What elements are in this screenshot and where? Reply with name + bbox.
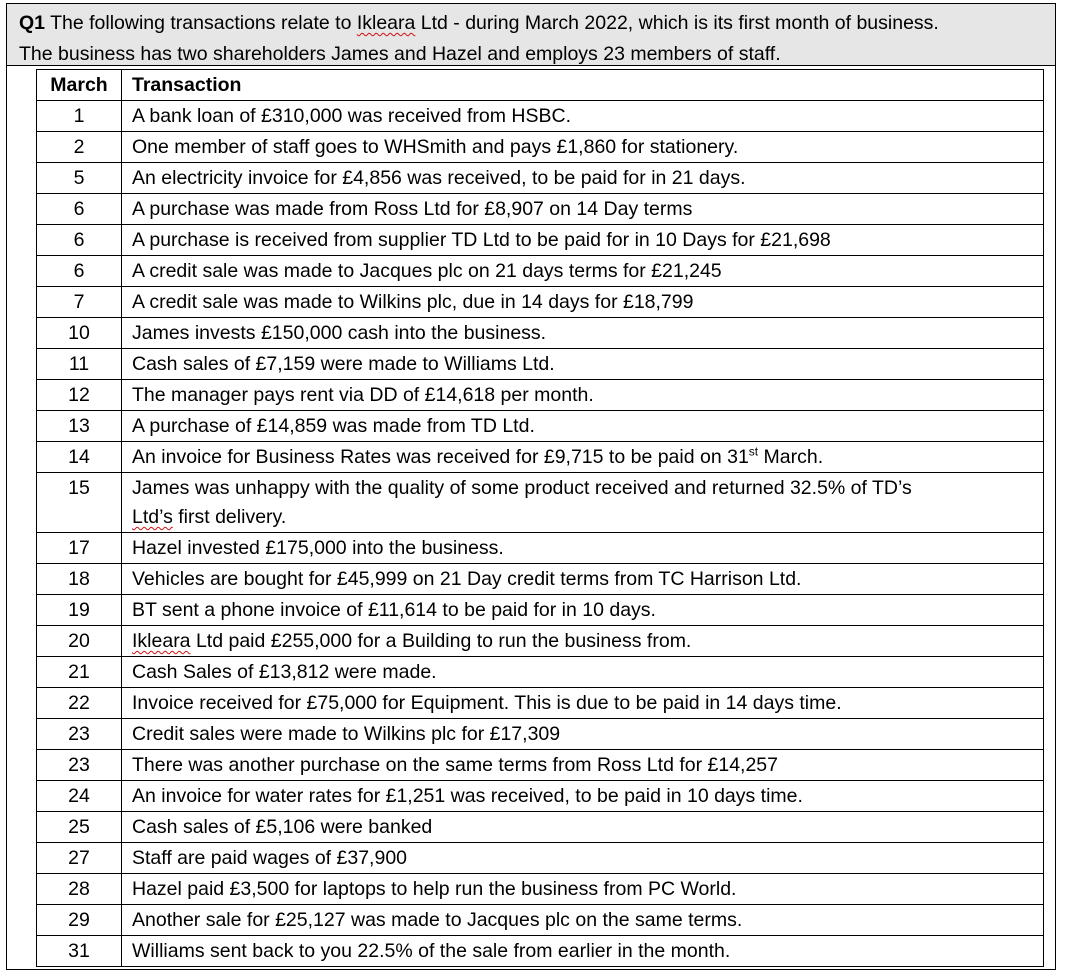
table-row — [37, 874, 1044, 905]
table-row — [37, 287, 1044, 318]
row-day: 21 — [37, 657, 122, 688]
table-row — [37, 380, 1044, 411]
row-day: 5 — [37, 163, 122, 194]
row-transaction: Hazel paid £3,500 for laptops to help run the business from PC World. — [122, 874, 1044, 905]
table-row — [37, 905, 1044, 936]
row-day: 6 — [37, 256, 122, 287]
question-header — [6, 3, 1056, 65]
row-day: 20 — [37, 626, 122, 657]
company-name-spellcheck: Ikleara — [132, 630, 191, 652]
transaction-text: first delivery. — [172, 506, 287, 528]
row-transaction: Hazel invested £175,000 into the business. — [122, 533, 1044, 564]
transaction-text-line-1: James was unhappy with the quality of some product received and returned 32.5% of TD’s — [132, 477, 912, 499]
table-row — [37, 194, 1044, 225]
question-text-part: The following transactions relate to — [45, 12, 357, 34]
row-transaction: Cash sales of £5,106 were banked — [122, 812, 1044, 843]
row-transaction: Williams sent back to you 22.5% of the sale from earlier in the month. — [122, 936, 1044, 967]
table-header-row — [37, 70, 1044, 101]
transaction-text: Ltd paid £255,000 for a Building to run the business from. — [190, 630, 692, 652]
company-name-spellcheck: Ikleara — [356, 12, 416, 34]
row-transaction: Vehicles are bought for £45,999 on 21 Day credit terms from TC Harrison Ltd. — [122, 564, 1044, 595]
row-day: 13 — [37, 411, 122, 442]
row-day: 23 — [37, 750, 122, 781]
table-row — [37, 533, 1044, 564]
row-transaction: A purchase of £14,859 was made from TD Ltd. — [122, 411, 1044, 442]
table-row — [37, 812, 1044, 843]
table-row — [37, 163, 1044, 194]
row-transaction: The manager pays rent via DD of £14,618 per month. — [122, 380, 1044, 411]
row-transaction: One member of staff goes to WHSmith and pays £1,860 for stationery. — [122, 132, 1044, 163]
row-day: 31 — [37, 936, 122, 967]
row-transaction: A purchase is received from supplier TD Ltd to be paid for in 10 Days for £21,698 — [122, 225, 1044, 256]
spellcheck-word: Ltd’s — [132, 506, 173, 528]
row-day: 29 — [37, 905, 122, 936]
row-day: 6 — [37, 225, 122, 256]
table-row — [37, 750, 1044, 781]
row-day: 7 — [37, 287, 122, 318]
row-day: 27 — [37, 843, 122, 874]
table-row — [37, 843, 1044, 874]
table-row — [37, 101, 1044, 132]
row-day: 28 — [37, 874, 122, 905]
table-row — [37, 595, 1044, 626]
transactions-table — [36, 69, 1044, 967]
row-transaction — [122, 442, 1044, 473]
question-text-part: Ltd - during March 2022, which is its first month of business. — [415, 12, 939, 34]
row-day: 24 — [37, 781, 122, 812]
transaction-text: An invoice for Business Rates was received for £9,715 to be paid on 31 — [132, 446, 749, 468]
row-day: 2 — [37, 132, 122, 163]
transaction-text-line-2 — [132, 503, 1033, 532]
table-row — [37, 719, 1044, 750]
row-day: 11 — [37, 349, 122, 380]
transaction-text: March. — [758, 446, 824, 468]
row-transaction: An invoice for water rates for £1,251 was received, to be paid in 10 days time. — [122, 781, 1044, 812]
table-row — [37, 936, 1044, 967]
header-transaction: Transaction — [122, 70, 1044, 101]
row-day: 6 — [37, 194, 122, 225]
row-day: 18 — [37, 564, 122, 595]
table-row — [37, 411, 1044, 442]
table-row — [37, 349, 1044, 380]
row-transaction: Another sale for £25,127 was made to Jacques plc on the same terms. — [122, 905, 1044, 936]
row-transaction: A credit sale was made to Jacques plc on 21 days terms for £21,245 — [122, 256, 1044, 287]
table-row — [37, 256, 1044, 287]
row-transaction: Invoice received for £75,000 for Equipment. This is due to be paid in 14 days time. — [122, 688, 1044, 719]
table-row — [37, 657, 1044, 688]
row-transaction: A bank loan of £310,000 was received from HSBC. — [122, 101, 1044, 132]
table-row — [37, 132, 1044, 163]
row-day: 19 — [37, 595, 122, 626]
ordinal-suffix: st — [748, 444, 759, 459]
table-row — [37, 688, 1044, 719]
question-line-2: The business has two shareholders James and Hazel and employs 23 members of staff. — [19, 43, 781, 65]
question-number: Q1 — [19, 12, 46, 34]
row-day: 15 — [37, 473, 122, 533]
row-transaction: James invests £150,000 cash into the business. — [122, 318, 1044, 349]
row-transaction: Credit sales were made to Wilkins plc for £17,309 — [122, 719, 1044, 750]
row-transaction: A credit sale was made to Wilkins plc, due in 14 days for £18,799 — [122, 287, 1044, 318]
row-day: 14 — [37, 442, 122, 473]
table-row — [37, 626, 1044, 657]
row-transaction: There was another purchase on the same terms from Ross Ltd for £14,257 — [122, 750, 1044, 781]
row-day: 23 — [37, 719, 122, 750]
question-line-1 — [19, 8, 1043, 39]
table-row — [37, 473, 1044, 533]
table-row — [37, 564, 1044, 595]
row-transaction: A purchase was made from Ross Ltd for £8,907 on 14 Day terms — [122, 194, 1044, 225]
row-transaction — [122, 473, 1044, 533]
header-march: March — [37, 70, 122, 101]
row-transaction: An electricity invoice for £4,856 was received, to be paid for in 21 days. — [122, 163, 1044, 194]
table-row — [37, 225, 1044, 256]
row-day: 17 — [37, 533, 122, 564]
row-transaction: Cash sales of £7,159 were made to Williams Ltd. — [122, 349, 1044, 380]
row-day: 12 — [37, 380, 122, 411]
row-transaction: BT sent a phone invoice of £11,614 to be paid for in 10 days. — [122, 595, 1044, 626]
row-transaction: Staff are paid wages of £37,900 — [122, 843, 1044, 874]
row-transaction — [122, 626, 1044, 657]
row-day: 25 — [37, 812, 122, 843]
row-day: 22 — [37, 688, 122, 719]
table-row — [37, 442, 1044, 473]
row-day: 1 — [37, 101, 122, 132]
row-transaction: Cash Sales of £13,812 were made. — [122, 657, 1044, 688]
table-row — [37, 781, 1044, 812]
row-day: 10 — [37, 318, 122, 349]
table-row — [37, 318, 1044, 349]
